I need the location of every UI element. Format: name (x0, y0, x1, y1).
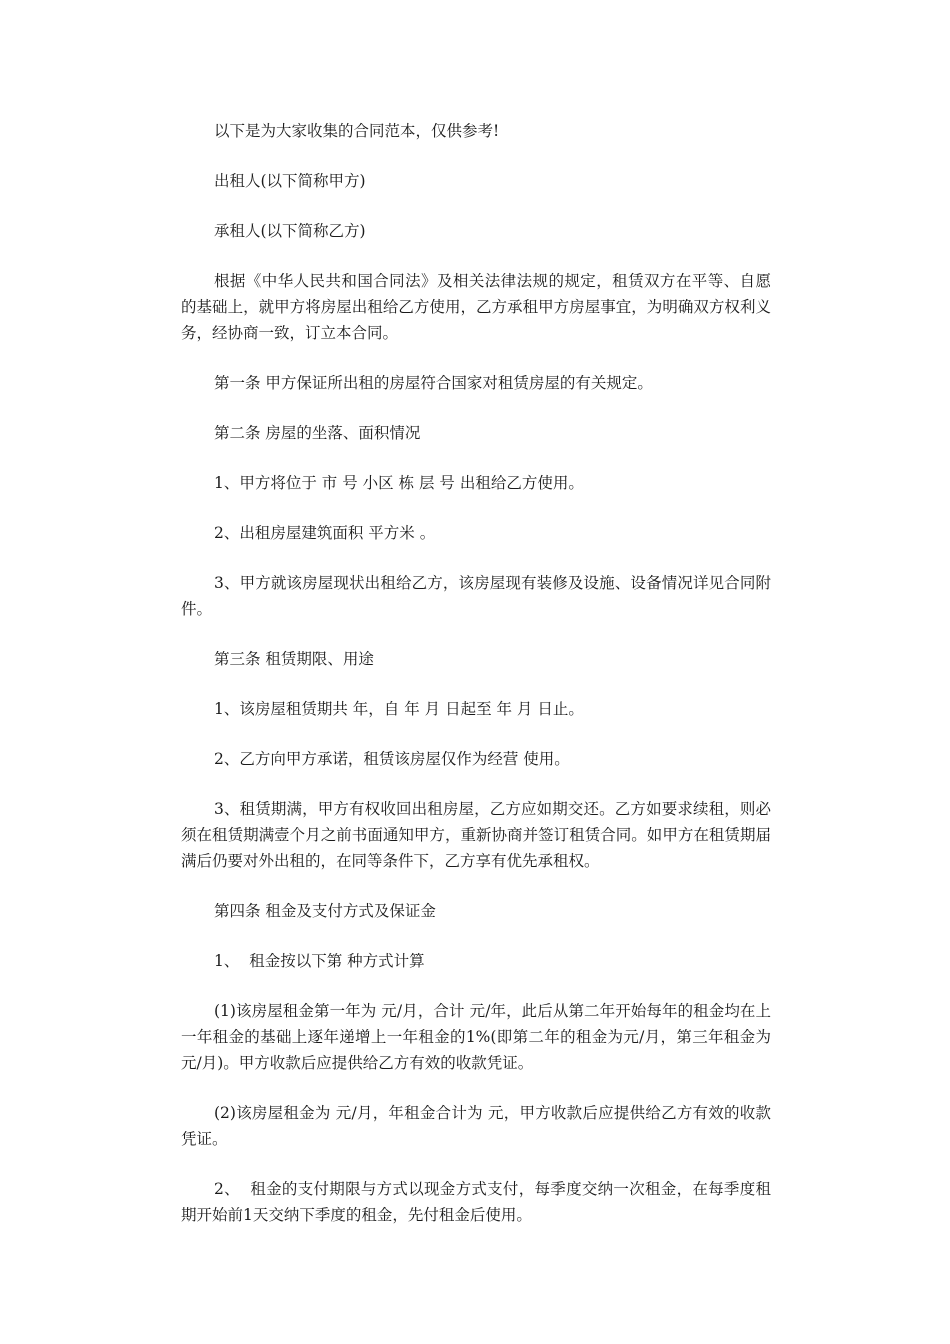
lessor-line: 出租人(以下简称甲方) (214, 172, 366, 190)
article-4-heading: 第四条 租金及支付方式及保证金 (214, 902, 436, 920)
article-2-heading: 第二条 房屋的坐落、面积情况 (214, 424, 421, 442)
intro-note: 以下是为大家收集的合同范本，仅供参考! (214, 122, 500, 140)
article-3-item-3: 3、租赁期满，甲方有权收回出租房屋，乙方应如期交还。乙方如要求续租，则必须在租赁期满壹个月之前书面通知甲方，重新协商并签订租赁合同。如甲方在租赁期届满后仍要对外出租的，在同等条件下，乙方享有优先承租权。 (181, 800, 771, 870)
article-2-item-3: 3、甲方就该房屋现状出租给乙方，该房屋现有装修及设施、设备情况详见合同附件。 (181, 574, 771, 618)
article-4-item-1: 1、 租金按以下第 种方式计算 (214, 952, 425, 970)
article-4-option-2: (2)该房屋租金为 元/月，年租金合计为 元，甲方收款后应提供给乙方有效的收款凭证。 (181, 1104, 771, 1148)
document-page (181, 118, 776, 1252)
article-3-item-2: 2、乙方向甲方承诺，租赁该房屋仅作为经营 使用。 (214, 750, 570, 768)
article-3-item-1: 1、该房屋租赁期共 年，自 年 月 日起至 年 月 日止。 (214, 700, 584, 718)
article-1: 第一条 甲方保证所出租的房屋符合国家对租赁房屋的有关规定。 (214, 374, 653, 392)
lessee-line: 承租人(以下简称乙方) (214, 222, 366, 240)
article-2-item-2: 2、出租房屋建筑面积 平方米 。 (214, 524, 436, 542)
article-4-option-1: (1)该房屋租金第一年为 元/月，合计 元/年，此后从第二年开始每年的租金均在上一年租金的基础上逐年递增上一年租金的1%(即第二年的租金为元/月，第三年租金为 元/月)。甲方收款后应提供给乙方有效的收款凭证。 (181, 1002, 776, 1072)
article-4-item-2: 2、 租金的支付期限与方式以现金方式支付，每季度交纳一次租金，在每季度租期开始前1天交纳下季度的租金，先付租金后使用。 (181, 1180, 771, 1224)
article-3-heading: 第三条 租赁期限、用途 (214, 650, 374, 668)
article-2-item-1: 1、甲方将位于 市 号 小区 栋 层 号 出租给乙方使用。 (214, 474, 584, 492)
preamble-paragraph: 根据《中华人民共和国合同法》及相关法律法规的规定，租赁双方在平等、自愿的基础上，就甲方将房屋出租给乙方使用，乙方承租甲方房屋事宜，为明确双方权利义务，经协商一致，订立本合同。 (181, 272, 771, 342)
